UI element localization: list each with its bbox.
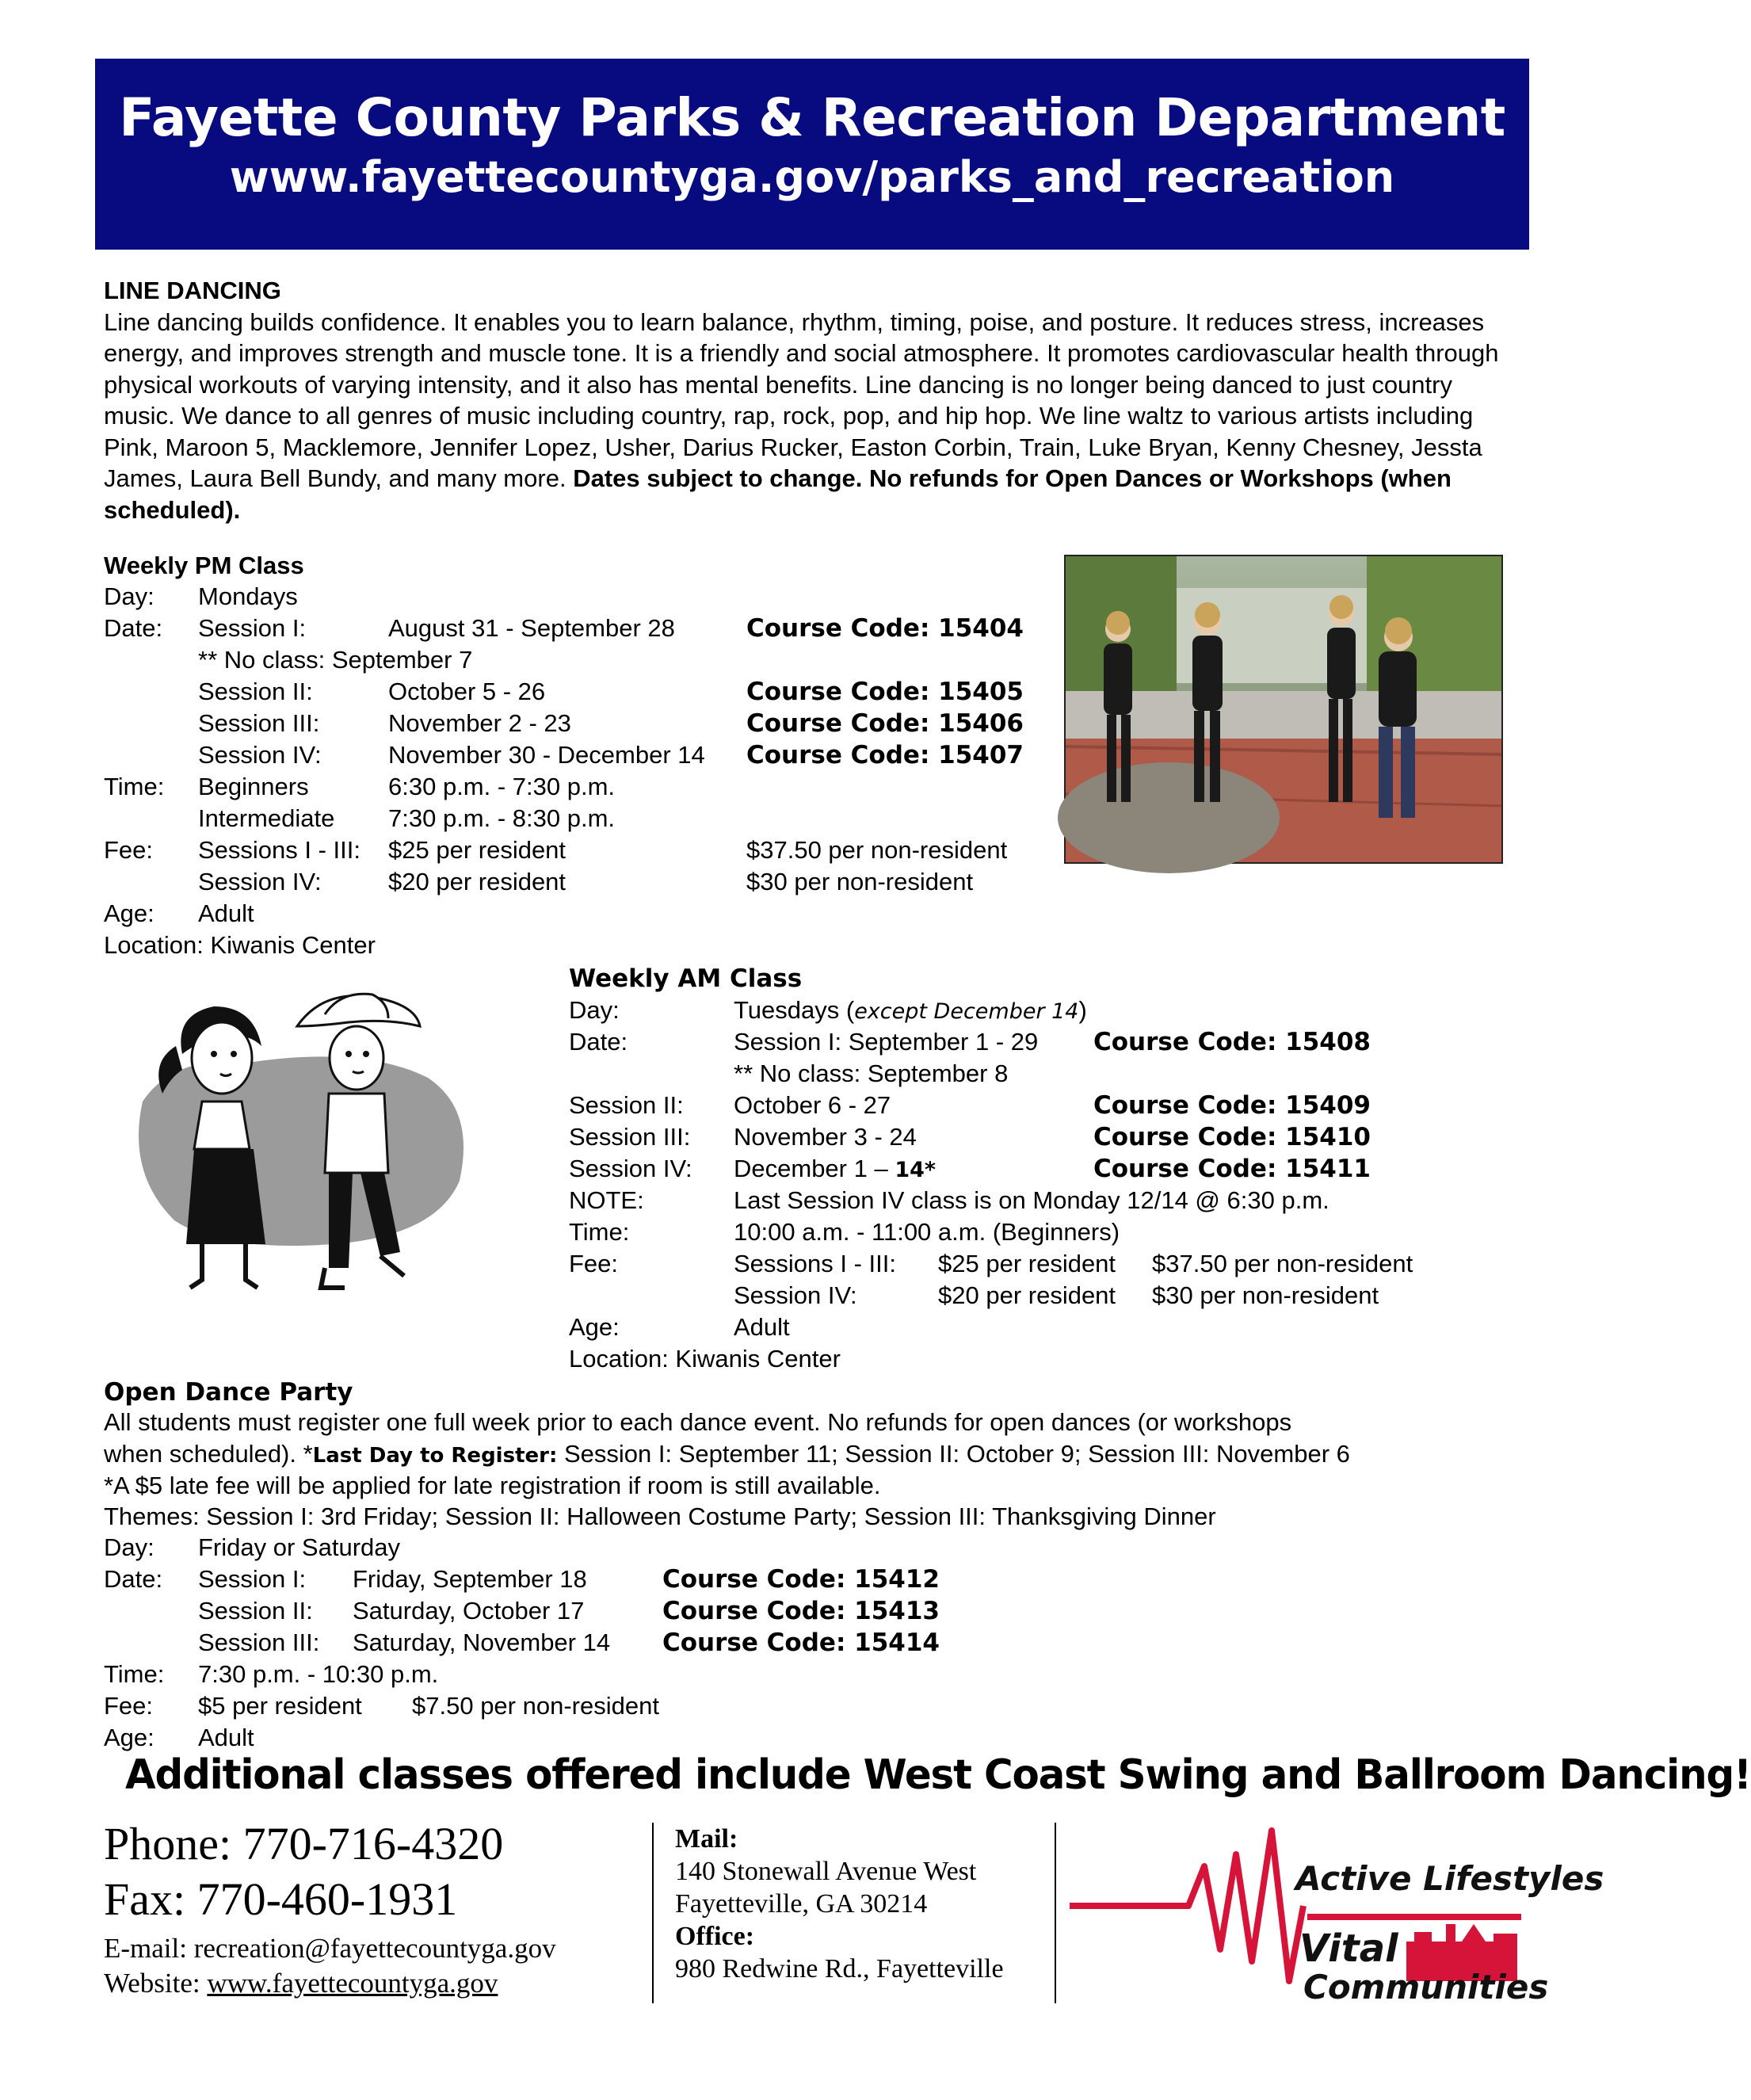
party-register-label: Last Day to Register: <box>312 1444 558 1468</box>
pm-s2-code: Course Code: 15405 <box>746 678 1024 706</box>
party-time-label: Time: <box>104 1660 165 1688</box>
office-address: 980 Redwine Rd., Fayetteville <box>675 1954 1004 1984</box>
pm-beginners-label: Beginners <box>198 773 309 800</box>
am-age-label: Age: <box>569 1313 620 1341</box>
party-fee-label: Fee: <box>104 1692 154 1720</box>
party-time: 7:30 p.m. - 10:30 p.m. <box>198 1660 439 1688</box>
party-day-label: Day: <box>104 1533 154 1561</box>
am-s3-dates: November 3 - 24 <box>734 1123 917 1151</box>
party-s3-code: Course Code: 15414 <box>662 1628 940 1657</box>
pm-age: Adult <box>198 899 254 927</box>
dancers-photo-illustration <box>1066 556 1501 862</box>
party-line2 <box>104 1438 1350 1472</box>
pm-fee2-label: Session IV: <box>198 868 322 895</box>
department-title: Fayette County Parks & Recreation Department <box>119 87 1505 148</box>
am-day-text: Tuesdays ( <box>734 996 855 1024</box>
party-s2-date: Saturday, October 17 <box>353 1597 585 1625</box>
am-s2-dates: October 6 - 27 <box>734 1091 891 1119</box>
header-banner <box>95 59 1529 250</box>
am-s3-label: Session III: <box>569 1123 691 1151</box>
pm-heading: Weekly PM Class <box>104 552 304 579</box>
am-heading: Weekly AM Class <box>569 964 803 993</box>
department-url[interactable]: www.fayettecountyga.gov/parks_and_recreation <box>229 152 1395 202</box>
pm-s1-dates: August 31 - September 28 <box>388 614 675 642</box>
phone-number[interactable]: Phone: 770-716-4320 <box>104 1818 504 1869</box>
pm-fee1-label: Sessions I - III: <box>198 836 361 864</box>
am-day-exception: except December 14 <box>854 999 1079 1024</box>
am-fee-label: Fee: <box>569 1250 619 1277</box>
party-day: Friday or Saturday <box>198 1533 400 1561</box>
am-s3-code: Course Code: 15410 <box>1093 1123 1371 1151</box>
pm-date-label: Date: <box>104 614 163 642</box>
party-s3-date: Saturday, November 14 <box>353 1628 611 1656</box>
pm-fee-label: Fee: <box>104 836 154 864</box>
pm-noclass: ** No class: September 7 <box>198 646 473 674</box>
party-s2-label: Session II: <box>198 1597 313 1625</box>
am-fee1-resident: $25 per resident <box>938 1250 1116 1277</box>
mail-label: Mail: <box>675 1824 738 1854</box>
fax-number: Fax: 770-460-1931 <box>104 1873 458 1925</box>
am-note: Last Session IV class is on Monday 12/14 @ 6:30 p.m. <box>734 1186 1329 1214</box>
pm-s4-label: Session IV: <box>198 741 322 769</box>
website-link[interactable]: www.fayettecountyga.gov <box>207 1968 498 1999</box>
cartoon-line-dancers-image <box>127 983 491 1308</box>
am-day <box>734 995 1087 1028</box>
pm-time-label: Time: <box>104 773 165 800</box>
pm-s2-label: Session II: <box>198 678 313 705</box>
am-location: Location: Kiwanis Center <box>569 1345 841 1373</box>
mail-address-line2: Fayetteville, GA 30214 <box>675 1889 928 1919</box>
intro-text: Line dancing builds confidence. It enables you to learn balance, rhythm, timing, poise, and posture. It reduces stress, increases energy, and improves strength and muscle tone. It is a friendly and social atmosphere. It promotes cardiovascular health through physical workouts of varying intensity, and it also has mental benefits. Line dancing is no longer being danced to just country music. We dance to all genres of music including country, rap, rock, pop, and hip hop. We line waltz to various artists including Pink, Maroon 5, Macklemore, Jennifer Lopez, Usher, Darius Rucker, Easton Corbin, Train, Luke Bryan, Kenny Chesney, Jessta James, Laura Bell Bundy, and many more. <box>104 307 1499 492</box>
logo-text-active-lifestyles: Active Lifestyles <box>1295 1859 1604 1898</box>
pm-s1-label: Session I: <box>198 614 307 642</box>
am-noclass: ** No class: September 8 <box>734 1060 1009 1087</box>
pm-fee2-resident: $20 per resident <box>388 868 566 895</box>
party-late-fee: *A $5 late fee will be applied for late registration if room is still available. <box>104 1472 881 1499</box>
party-register-dates: Session I: September 11; Session II: October 9; Session III: November 6 <box>557 1440 1350 1468</box>
pm-s3-dates: November 2 - 23 <box>388 709 571 737</box>
pm-s4-dates: November 30 - December 14 <box>388 741 705 769</box>
divider-right <box>1055 1823 1056 2003</box>
am-day-close: ) <box>1078 996 1087 1024</box>
am-fee1-label: Sessions I - III: <box>734 1250 897 1277</box>
party-fee-resident: $5 per resident <box>198 1692 362 1720</box>
am-note-label: NOTE: <box>569 1186 644 1214</box>
section-heading: LINE DANCING <box>104 277 281 304</box>
intro-note: Dates subject to change. No refunds for Open Dances or Workshops (when scheduled). <box>104 464 1452 524</box>
party-s2-code: Course Code: 15413 <box>662 1597 940 1625</box>
active-lifestyles-logo <box>1066 1823 1604 2006</box>
website-label: Website: <box>104 1968 208 1999</box>
office-label: Office: <box>675 1922 755 1951</box>
pm-fee1-resident: $25 per resident <box>388 836 566 864</box>
am-fee2-label: Session IV: <box>734 1281 857 1309</box>
mail-address-line1: 140 Stonewall Avenue West <box>675 1857 977 1886</box>
pm-day-label: Day: <box>104 582 154 610</box>
logo-graphic <box>1066 1823 1604 2006</box>
am-fee2-nonresident: $30 per non-resident <box>1152 1281 1379 1309</box>
am-s4-asterisk: 14* <box>895 1158 937 1182</box>
party-date-label: Date: <box>104 1565 163 1593</box>
am-time: 10:00 a.m. - 11:00 a.m. (Beginners) <box>734 1218 1120 1246</box>
pm-fee1-nonresident: $37.50 per non-resident <box>746 836 1008 864</box>
party-line2-start: when scheduled). * <box>104 1440 313 1468</box>
am-day-label: Day: <box>569 996 620 1024</box>
pm-s3-code: Course Code: 15406 <box>746 709 1024 738</box>
mail-office-block <box>675 1823 1004 1985</box>
am-s4-dates <box>734 1153 936 1186</box>
party-age: Adult <box>198 1724 254 1751</box>
email-address[interactable]: E-mail: recreation@fayettecountyga.gov <box>104 1933 556 1964</box>
party-fee-nonresident: $7.50 per non-resident <box>412 1692 659 1720</box>
divider-left <box>652 1823 654 2003</box>
am-date-label: Date: <box>569 1028 628 1056</box>
am-s1-code: Course Code: 15408 <box>1093 1028 1371 1056</box>
am-fee1-nonresident: $37.50 per non-resident <box>1152 1250 1413 1277</box>
cartoon-dancers-illustration <box>127 983 491 1308</box>
intro-body <box>104 307 1530 526</box>
party-s3-label: Session III: <box>198 1628 320 1656</box>
pm-day: Mondays <box>198 582 298 610</box>
am-time-label: Time: <box>569 1218 630 1246</box>
am-s4-text: December 1 – <box>734 1155 895 1182</box>
pm-intermediate-label: Intermediate <box>198 804 335 832</box>
pm-s1-code: Course Code: 15404 <box>746 614 1024 643</box>
party-heading: Open Dance Party <box>104 1378 353 1407</box>
pm-intermediate-time: 7:30 p.m. - 8:30 p.m. <box>388 804 616 832</box>
logo-text-communities: Communities <box>1303 1968 1549 2006</box>
pm-age-label: Age: <box>104 899 154 927</box>
additional-classes-banner: Additional classes offered include West Coast Swing and Ballroom Dancing! <box>125 1751 1751 1799</box>
am-s2-code: Course Code: 15409 <box>1093 1091 1371 1120</box>
party-s1-date: Friday, September 18 <box>353 1565 587 1593</box>
am-s4-label: Session IV: <box>569 1155 692 1182</box>
am-fee2-resident: $20 per resident <box>938 1281 1116 1309</box>
am-s4-code: Course Code: 15411 <box>1093 1155 1371 1183</box>
pm-location: Location: Kiwanis Center <box>104 931 376 959</box>
pm-s4-code: Course Code: 15407 <box>746 741 1024 769</box>
am-s2-label: Session II: <box>569 1091 684 1119</box>
am-age: Adult <box>734 1313 790 1341</box>
pm-s2-dates: October 5 - 26 <box>388 678 546 705</box>
am-s1-dates: Session I: September 1 - 29 <box>734 1028 1039 1056</box>
pm-s3-label: Session III: <box>198 709 320 737</box>
dancers-photo <box>1064 555 1503 864</box>
intro-section <box>104 275 1530 525</box>
party-age-label: Age: <box>104 1724 154 1751</box>
website <box>104 1967 498 2000</box>
party-s1-code: Course Code: 15412 <box>662 1565 940 1594</box>
pm-beginners-time: 6:30 p.m. - 7:30 p.m. <box>388 773 616 800</box>
logo-text-vital: Vital <box>1299 1926 1398 1971</box>
party-line1: All students must register one full week prior to each dance event. No refunds for open dances (or workshops <box>104 1408 1292 1436</box>
pm-fee2-nonresident: $30 per non-resident <box>746 868 974 895</box>
party-s1-label: Session I: <box>198 1565 307 1593</box>
party-themes: Themes: Session I: 3rd Friday; Session II: Halloween Costume Party; Session III: Thanksgiving Dinner <box>104 1502 1216 1530</box>
